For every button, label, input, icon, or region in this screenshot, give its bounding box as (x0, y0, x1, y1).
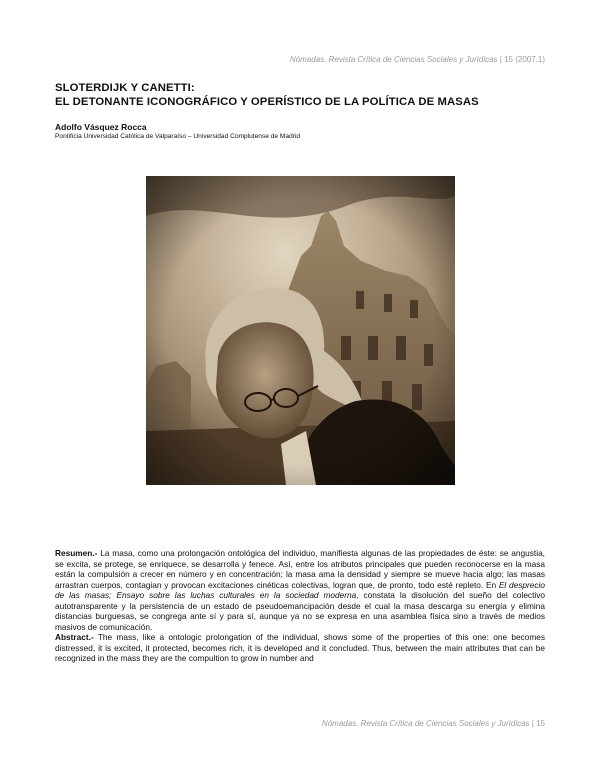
resumen-label: Resumen.- (55, 548, 98, 558)
page-footer (322, 719, 545, 728)
author-portrait-photo (146, 176, 455, 485)
footer-separator: | (529, 719, 537, 728)
title-line-1: SLOTERDIJK Y CANETTI: (55, 82, 195, 94)
abstract-paragraph (55, 632, 545, 664)
resumen-text-1: La masa, como una prolongación ontológica del individuo, manifiesta algunas de las propiedades de éste: se angustia, se excita, se protege, se enriquece, se desarrolla y fenece. Así, entre los atributos principales que pueden reconocerse en la masa están la compulsión a crecer en número y en concentración; la masa ama la densidad y siempre se mueve hacia algo; las masas arrastran cuerpos, contagian y provocan excitaciones cinéticas colectivas, logran que, de pronto, todo esté repleto. En (55, 548, 545, 590)
abstract-text: The mass, like a ontologic prolongation of the individual, shows some of the properties of this one: one becomes distressed, it is excited, it protected, becomes rich, it is developed and it concluded. Thus, between the main attributes that can be recognized in the mass they are the compultion to grow in number and (55, 632, 545, 664)
journal-header (290, 55, 545, 64)
author-affiliation: Pontificia Universidad Católica de Valparaíso – Universidad Complutense de Madrid (55, 133, 301, 140)
footer-page-number: 15 (536, 719, 545, 728)
header-separator: | (497, 55, 505, 64)
footer-journal-name: Nómadas. Revista Crítica de Ciencias Sociales y Jurídicas (321, 719, 530, 728)
photo-vignette (146, 176, 455, 485)
abstract-label: Abstract.- (55, 632, 94, 642)
resumen-paragraph (55, 548, 545, 632)
header-issue: 15 (2007.1) (504, 55, 545, 64)
author-name: Adolfo Vásquez Rocca (55, 122, 147, 132)
article-title (55, 81, 555, 109)
header-journal-name: Nómadas. Revista Crítica de Ciencias Sociales y Jurídicas (289, 55, 498, 64)
title-line-2: EL DETONANTE ICONOGRÁFICO Y OPERÍSTICO DE LA POLÍTICA DE MASAS (55, 96, 479, 108)
resumen-book-title: El desprecio de las masas; Ensayo sobre las luchas culturales en la sociedad moderna (55, 579, 545, 601)
resumen-text-2: , constata la disolución del sueño del colectivo autotransparente y la persistencia de un estado de pseudoemancipación desde el cual la masa descarga su energía y elimina distancias burguesas, se congrega ante sí y para sí, aunque ya no se expresa en una asamblea física sino a través de medios masivos de comunicación. (55, 590, 545, 632)
